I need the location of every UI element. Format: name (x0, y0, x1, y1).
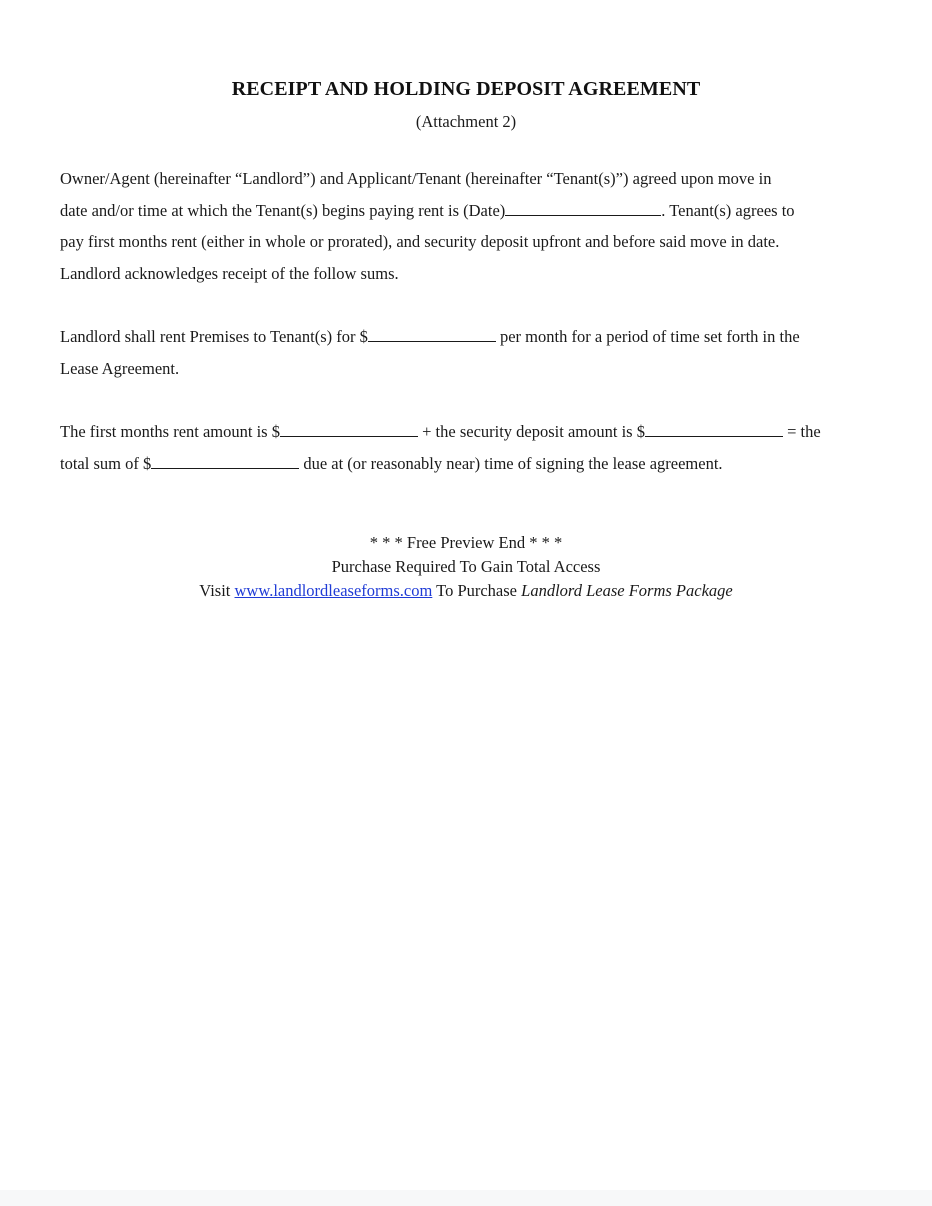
text-segment: total sum of $ (60, 453, 152, 473)
paragraph-line: Lease Agreement. (60, 358, 180, 378)
text-segment: date and/or time at which the Tenant(s) begins paying rent is (Date) (60, 200, 506, 220)
first-month-rent-blank-field (280, 420, 418, 437)
paragraph-line (60, 416, 875, 448)
document-subtitle: (Attachment 2) (415, 112, 517, 131)
text-segment: Landlord shall rent Premises to Tenant(s) for $ (60, 327, 368, 346)
text-segment: . Tenant(s) agrees to (661, 200, 795, 220)
paragraph-rent (60, 321, 875, 384)
document-title: RECEIPT AND HOLDING DEPOSIT AGREEMENT (231, 78, 701, 100)
paragraph-line (60, 448, 875, 480)
security-deposit-blank-field (645, 420, 783, 437)
paragraph-move-in (60, 163, 875, 289)
date-blank-field (505, 199, 661, 216)
page-bottom-edge (0, 1190, 932, 1206)
total-sum-blank-field (151, 452, 299, 469)
package-name: Landlord Lease Forms Package (521, 581, 733, 600)
visit-prefix: Visit (199, 581, 235, 600)
visit-notice (0, 579, 932, 603)
paragraph-line: Landlord acknowledges receipt of the follow sums. (60, 263, 399, 283)
monthly-rent-blank-field (368, 325, 496, 342)
paragraph-line: pay first months rent (either in whole or prorated), and security deposit upfront and before said move in date. (60, 232, 780, 251)
text-segment: per month for a period of time set forth in the (495, 327, 800, 346)
text-segment: due at (or reasonably near) time of signing the lease agreement. (299, 453, 723, 473)
text-segment: = the (782, 422, 821, 441)
paragraph-line: Owner/Agent (hereinafter “Landlord”) and Applicant/Tenant (hereinafter “Tenant(s)”) agreed upon move in (60, 169, 772, 188)
paragraph-line (60, 321, 875, 353)
paragraph-line (60, 195, 875, 227)
text-segment: The first months rent amount is $ (60, 422, 280, 441)
preview-end-notice: * * * Free Preview End * * * (369, 533, 563, 552)
paragraph-totals (60, 416, 875, 479)
text-segment: + the security deposit amount is $ (417, 422, 645, 441)
purchase-text: To Purchase (432, 581, 522, 600)
website-link[interactable]: www.landlordleaseforms.com (234, 581, 433, 600)
purchase-required-notice: Purchase Required To Gain Total Access (331, 557, 601, 576)
